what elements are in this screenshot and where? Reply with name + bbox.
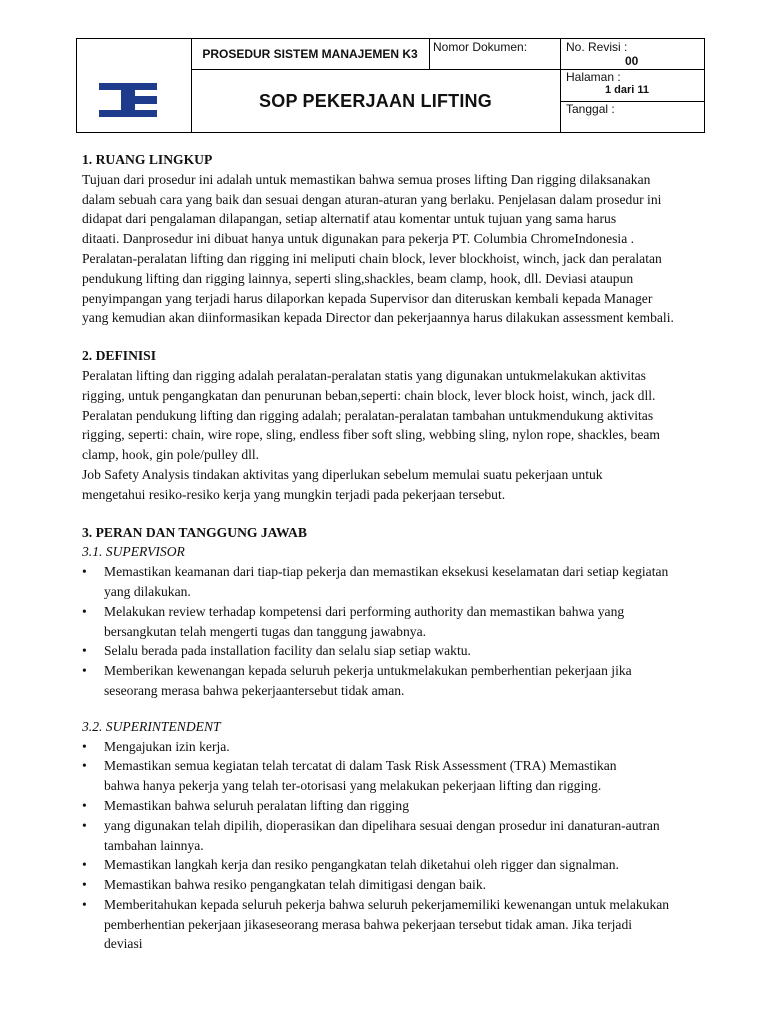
nomor-dokumen-label: Nomor Dokumen: [433, 40, 528, 54]
list-item-text: Memastikan keamanan dari tiap-tiap pekerja dan memastikan eksekusi keselamatan dari setiap kegiatan [104, 564, 669, 580]
bullet-icon: • [82, 643, 87, 659]
list-item [82, 661, 696, 701]
list-item [82, 895, 696, 954]
list-item [82, 855, 696, 875]
text-line: penyimpangan yang terjadi harus dilaporkan kepada Supervisor dan diteruskan kembali kepada Manager [82, 290, 653, 306]
list-item [82, 641, 696, 661]
bullet-icon: • [82, 857, 87, 873]
bullet-icon: • [82, 877, 87, 893]
list-item [82, 796, 696, 816]
bullet-list [82, 737, 696, 955]
list-item-text: yang dilakukan. [104, 583, 191, 599]
text-line: pendukung lifting dan rigging lainnya, seperti sling,shackles, beam clamp, hook, dll. Deviasi ataupun [82, 270, 634, 286]
text-line: Tujuan dari prosedur ini adalah untuk memastikan bahwa semua proses lifting Dan rigging dilaksanakan [82, 171, 651, 187]
text-line: yang kemudian akan diinformasikan kepada Director dan pekerjaannya harus dilakukan assessment kembali. [82, 310, 674, 326]
document-title: SOP PEKERJAAN LIFTING [259, 90, 492, 111]
text-line: Job Safety Analysis tindakan aktivitas yang diperlukan sebelum memulai suatu pekerjaan untuk [82, 466, 603, 482]
subsection-heading: 3.2. SUPERINTENDENT [82, 718, 221, 734]
text-line: rigging, seperti: chain, wire rope, sling, endless fiber soft sling, webbing sling, nylon rope, shackles, beam [82, 427, 660, 443]
list-item-text: Memberikan kewenangan kepada seluruh pekerja untukmelakukan pemberhentian pekerjaan jika [104, 663, 632, 679]
bullet-icon: • [82, 817, 87, 833]
list-item-text: Memastikan bahwa seluruh peralatan lifting dan rigging [104, 797, 410, 813]
list-item-text: bersangkutan telah mengerti tugas dan tanggung jawabnya. [104, 623, 426, 639]
text-line: mengetahui resiko-resiko kerja yang mungkin terjadi pada pekerjaan tersebut. [82, 486, 506, 502]
tanggal-label: Tanggal : [566, 102, 615, 116]
bullet-icon: • [82, 663, 87, 679]
list-item-text: bahwa hanya pekerja yang telah ter-otorisasi yang melakukan pekerjaan lifting dan rigging. [104, 778, 602, 794]
bullet-icon: • [82, 797, 87, 813]
document-body [82, 150, 696, 954]
revisi-value: 00 [625, 54, 639, 68]
list-item-text: Memastikan bahwa resiko pengangkatan telah dimitigasi dengan baik. [104, 877, 487, 893]
section-heading: 2. DEFINISI [82, 348, 157, 364]
text-line: Peralatan lifting dan rigging adalah peralatan-peralatan statis yang digunakan untukmelakukan aktivitas [82, 367, 646, 383]
list-item-text: tambahan lainnya. [104, 837, 204, 853]
list-item-text: deviasi [104, 936, 143, 952]
bullet-icon: • [82, 738, 87, 754]
list-item-text: Memastikan semua kegiatan telah tercatat di dalam Task Risk Assessment (TRA) Memastikan [104, 758, 617, 774]
company-logo [99, 83, 157, 117]
text-line: ditaati. Danprosedur ini dibuat hanya untuk digunakan para pekerja PT. Columbia ChromeIndonesia . [82, 231, 635, 247]
text-line: dalam sebuah cara yang baik dan sesuai dengan aturan-aturan yang berlaku. Penjelasan dalam prosedur ini [82, 191, 662, 207]
bullet-icon: • [82, 758, 87, 774]
header-divider [429, 39, 430, 69]
list-item [82, 756, 696, 796]
list-item [82, 875, 696, 895]
list-item-text: Selalu berada pada installation facility dan selalu siap setiap waktu. [104, 643, 471, 659]
bullet-list [82, 562, 696, 701]
section-paragraph [82, 366, 696, 505]
text-line: Peralatan-peralatan lifting dan rigging ini meliputi chain block, lever blockhoist, winch, jack dan peralatan [82, 250, 662, 266]
list-item [82, 816, 696, 856]
revisi-label: No. Revisi : [566, 40, 628, 54]
subsection-heading: 3.1. SUPERVISOR [82, 544, 185, 560]
text-line: Peralatan pendukung lifting dan rigging adalah; peralatan-peralatan tambahan untukmendukung aktivitas [82, 407, 654, 423]
section-paragraph [82, 170, 696, 328]
text-line: didapat dari pengalaman dilapangan, setiap alternatif atau komentar untuk tujuan yang sama harus [82, 211, 617, 227]
bullet-icon: • [82, 603, 87, 619]
halaman-label: Halaman : [566, 70, 621, 84]
list-item-text: pemberhentian pekerjaan jikaseseorang merasa bahwa pekerjaan tersebut tidak aman. Jika terjadi [104, 916, 633, 932]
list-item-text: yang digunakan telah dipilih, dioperasikan dan dipelihara sesuai dengan prosedur ini danaturan-autran [104, 817, 660, 833]
bullet-icon: • [82, 564, 87, 580]
bullet-icon: • [82, 896, 87, 912]
section-heading: 1. RUANG LINGKUP [82, 152, 213, 167]
document-header-table [76, 38, 705, 133]
list-item [82, 562, 696, 602]
list-item [82, 602, 696, 642]
list-item-text: seseorang merasa bahwa pekerjaantersebut tidak aman. [104, 682, 405, 698]
list-item-text: Memastikan langkah kerja dan resiko pengangkatan telah diketahui oleh rigger dan signalman. [104, 857, 619, 873]
section-heading: 3. PERAN DAN TANGGUNG JAWAB [82, 524, 307, 540]
list-item-text: Memberitahukan kepada seluruh pekerja bahwa seluruh pekerjamemiliki kewenangan untuk melakukan [104, 896, 670, 912]
list-item [82, 737, 696, 757]
text-line: rigging, untuk pengangkatan dan penurunan beban,seperti: chain block, lever block hoist, winch, jack dll. [82, 387, 656, 403]
halaman-value: 1 dari 11 [605, 84, 650, 96]
system-title: PROSEDUR SISTEM MANAJEMEN K3 [202, 47, 418, 61]
text-line: clamp, hook, gin pole/pulley dll. [82, 447, 260, 463]
list-item-text: Mengajukan izin kerja. [104, 738, 230, 754]
header-divider [560, 39, 561, 132]
list-item-text: Melakukan review terhadap kompetensi dari performing authority dan memastikan bahwa yang [104, 603, 625, 619]
